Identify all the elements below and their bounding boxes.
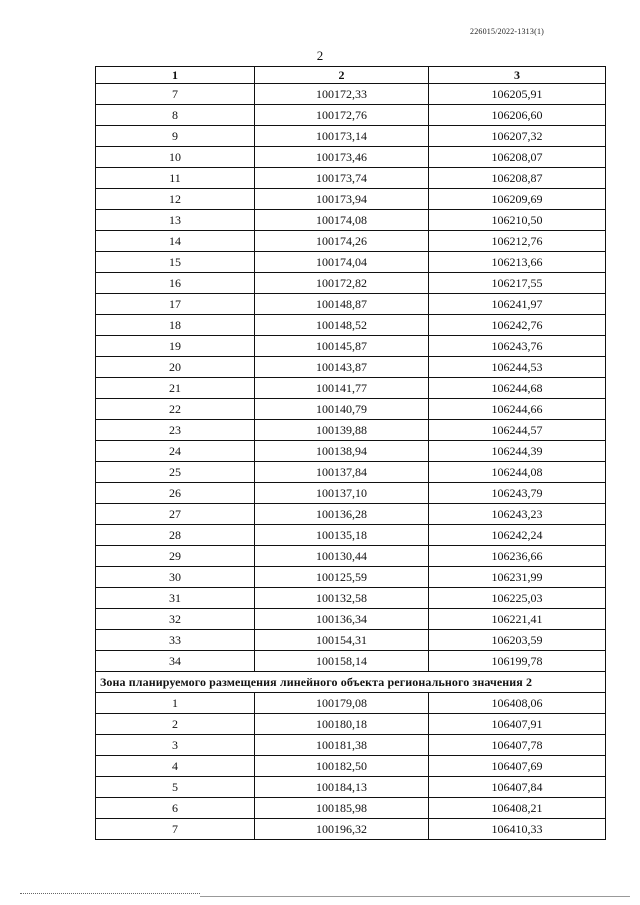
column-header: 2 — [255, 67, 429, 84]
point-number-cell: 9 — [96, 126, 255, 147]
x-coordinate-cell: 100174,26 — [255, 231, 429, 252]
table-row — [96, 588, 606, 609]
point-number-cell: 17 — [96, 294, 255, 315]
y-coordinate-cell: 106207,32 — [429, 126, 606, 147]
scan-artifact-line — [200, 896, 630, 897]
table-row — [96, 336, 606, 357]
y-coordinate-cell: 106244,68 — [429, 378, 606, 399]
x-coordinate-cell: 100180,18 — [255, 714, 429, 735]
x-coordinate-cell: 100140,79 — [255, 399, 429, 420]
y-coordinate-cell: 106208,07 — [429, 147, 606, 168]
y-coordinate-cell: 106213,66 — [429, 252, 606, 273]
table-row — [96, 441, 606, 462]
table-row — [96, 126, 606, 147]
x-coordinate-cell: 100174,08 — [255, 210, 429, 231]
table-row — [96, 273, 606, 294]
coordinates-table — [95, 66, 606, 840]
point-number-cell: 27 — [96, 504, 255, 525]
table-row — [96, 609, 606, 630]
table-row — [96, 357, 606, 378]
table-row — [96, 189, 606, 210]
y-coordinate-cell: 106244,08 — [429, 462, 606, 483]
point-number-cell: 15 — [96, 252, 255, 273]
y-coordinate-cell: 106221,41 — [429, 609, 606, 630]
table-row — [96, 378, 606, 399]
point-number-cell: 16 — [96, 273, 255, 294]
point-number-cell: 20 — [96, 357, 255, 378]
x-coordinate-cell: 100158,14 — [255, 651, 429, 672]
x-coordinate-cell: 100172,33 — [255, 84, 429, 105]
point-number-cell: 13 — [96, 210, 255, 231]
x-coordinate-cell: 100139,88 — [255, 420, 429, 441]
column-header: 1 — [96, 67, 255, 84]
table-row — [96, 693, 606, 714]
y-coordinate-cell: 106244,57 — [429, 420, 606, 441]
point-number-cell: 22 — [96, 399, 255, 420]
point-number-cell: 6 — [96, 798, 255, 819]
x-coordinate-cell: 100172,82 — [255, 273, 429, 294]
page-number: 2 — [316, 48, 324, 63]
y-coordinate-cell: 106243,79 — [429, 483, 606, 504]
x-coordinate-cell: 100181,38 — [255, 735, 429, 756]
table-row — [96, 735, 606, 756]
x-coordinate-cell: 100143,87 — [255, 357, 429, 378]
y-coordinate-cell: 106242,24 — [429, 525, 606, 546]
point-number-cell: 24 — [96, 441, 255, 462]
point-number-cell: 18 — [96, 315, 255, 336]
x-coordinate-cell: 100136,28 — [255, 504, 429, 525]
x-coordinate-cell: 100173,74 — [255, 168, 429, 189]
point-number-cell: 31 — [96, 588, 255, 609]
x-coordinate-cell: 100148,87 — [255, 294, 429, 315]
document-number: 226015/2022-1313(1) — [470, 27, 545, 36]
point-number-cell: 11 — [96, 168, 255, 189]
table-row — [96, 714, 606, 735]
x-coordinate-cell: 100137,10 — [255, 483, 429, 504]
table-row — [96, 777, 606, 798]
point-number-cell: 32 — [96, 609, 255, 630]
column-header: 3 — [429, 67, 606, 84]
y-coordinate-cell: 106410,33 — [429, 819, 606, 840]
table-row — [96, 252, 606, 273]
point-number-cell: 5 — [96, 777, 255, 798]
x-coordinate-cell: 100173,94 — [255, 189, 429, 210]
y-coordinate-cell: 106243,23 — [429, 504, 606, 525]
x-coordinate-cell: 100135,18 — [255, 525, 429, 546]
y-coordinate-cell: 106241,97 — [429, 294, 606, 315]
y-coordinate-cell: 106199,78 — [429, 651, 606, 672]
y-coordinate-cell: 106225,03 — [429, 588, 606, 609]
x-coordinate-cell: 100179,08 — [255, 693, 429, 714]
x-coordinate-cell: 100148,52 — [255, 315, 429, 336]
table-row — [96, 819, 606, 840]
y-coordinate-cell: 106217,55 — [429, 273, 606, 294]
x-coordinate-cell: 100196,32 — [255, 819, 429, 840]
x-coordinate-cell: 100182,50 — [255, 756, 429, 777]
point-number-cell: 7 — [96, 819, 255, 840]
y-coordinate-cell: 106244,66 — [429, 399, 606, 420]
table-row — [96, 231, 606, 252]
y-coordinate-cell: 106407,69 — [429, 756, 606, 777]
table-row — [96, 630, 606, 651]
point-number-cell: 29 — [96, 546, 255, 567]
y-coordinate-cell: 106208,87 — [429, 168, 606, 189]
table-row — [96, 651, 606, 672]
point-number-cell: 10 — [96, 147, 255, 168]
y-coordinate-cell: 106407,78 — [429, 735, 606, 756]
y-coordinate-cell: 106243,76 — [429, 336, 606, 357]
y-coordinate-cell: 106231,99 — [429, 567, 606, 588]
table-row — [96, 525, 606, 546]
table-row — [96, 546, 606, 567]
point-number-cell: 33 — [96, 630, 255, 651]
point-number-cell: 1 — [96, 693, 255, 714]
table-row — [96, 294, 606, 315]
table-row — [96, 483, 606, 504]
y-coordinate-cell: 106210,50 — [429, 210, 606, 231]
x-coordinate-cell: 100136,34 — [255, 609, 429, 630]
point-number-cell: 21 — [96, 378, 255, 399]
point-number-cell: 19 — [96, 336, 255, 357]
section-row — [96, 672, 606, 693]
table-row — [96, 399, 606, 420]
x-coordinate-cell: 100154,31 — [255, 630, 429, 651]
y-coordinate-cell: 106209,69 — [429, 189, 606, 210]
y-coordinate-cell: 106206,60 — [429, 105, 606, 126]
y-coordinate-cell: 106408,21 — [429, 798, 606, 819]
y-coordinate-cell: 106242,76 — [429, 315, 606, 336]
x-coordinate-cell: 100172,76 — [255, 105, 429, 126]
y-coordinate-cell: 106407,91 — [429, 714, 606, 735]
point-number-cell: 2 — [96, 714, 255, 735]
y-coordinate-cell: 106212,76 — [429, 231, 606, 252]
x-coordinate-cell: 100138,94 — [255, 441, 429, 462]
y-coordinate-cell: 106236,66 — [429, 546, 606, 567]
x-coordinate-cell: 100125,59 — [255, 567, 429, 588]
table-row — [96, 756, 606, 777]
y-coordinate-cell: 106244,53 — [429, 357, 606, 378]
table-row — [96, 567, 606, 588]
x-coordinate-cell: 100173,14 — [255, 126, 429, 147]
table-row — [96, 168, 606, 189]
point-number-cell: 7 — [96, 84, 255, 105]
section-title: Зона планируемого размещения линейного объекта регионального значения 2 — [96, 672, 606, 693]
point-number-cell: 26 — [96, 483, 255, 504]
point-number-cell: 8 — [96, 105, 255, 126]
point-number-cell: 28 — [96, 525, 255, 546]
y-coordinate-cell: 106244,39 — [429, 441, 606, 462]
y-coordinate-cell: 106203,59 — [429, 630, 606, 651]
table-row — [96, 147, 606, 168]
scan-artifact-line — [20, 893, 200, 894]
point-number-cell: 30 — [96, 567, 255, 588]
x-coordinate-cell: 100130,44 — [255, 546, 429, 567]
table-row — [96, 420, 606, 441]
table-row — [96, 462, 606, 483]
y-coordinate-cell: 106205,91 — [429, 84, 606, 105]
y-coordinate-cell: 106407,84 — [429, 777, 606, 798]
x-coordinate-cell: 100132,58 — [255, 588, 429, 609]
y-coordinate-cell: 106408,06 — [429, 693, 606, 714]
table-row — [96, 315, 606, 336]
x-coordinate-cell: 100174,04 — [255, 252, 429, 273]
x-coordinate-cell: 100184,13 — [255, 777, 429, 798]
point-number-cell: 34 — [96, 651, 255, 672]
point-number-cell: 14 — [96, 231, 255, 252]
point-number-cell: 23 — [96, 420, 255, 441]
x-coordinate-cell: 100185,98 — [255, 798, 429, 819]
point-number-cell: 3 — [96, 735, 255, 756]
table-row — [96, 105, 606, 126]
x-coordinate-cell: 100145,87 — [255, 336, 429, 357]
x-coordinate-cell: 100141,77 — [255, 378, 429, 399]
table-header-row — [96, 67, 606, 84]
table-row — [96, 504, 606, 525]
table-row — [96, 210, 606, 231]
point-number-cell: 12 — [96, 189, 255, 210]
x-coordinate-cell: 100137,84 — [255, 462, 429, 483]
table-row — [96, 798, 606, 819]
table-body — [96, 84, 606, 840]
point-number-cell: 4 — [96, 756, 255, 777]
point-number-cell: 25 — [96, 462, 255, 483]
table-row — [96, 84, 606, 105]
x-coordinate-cell: 100173,46 — [255, 147, 429, 168]
